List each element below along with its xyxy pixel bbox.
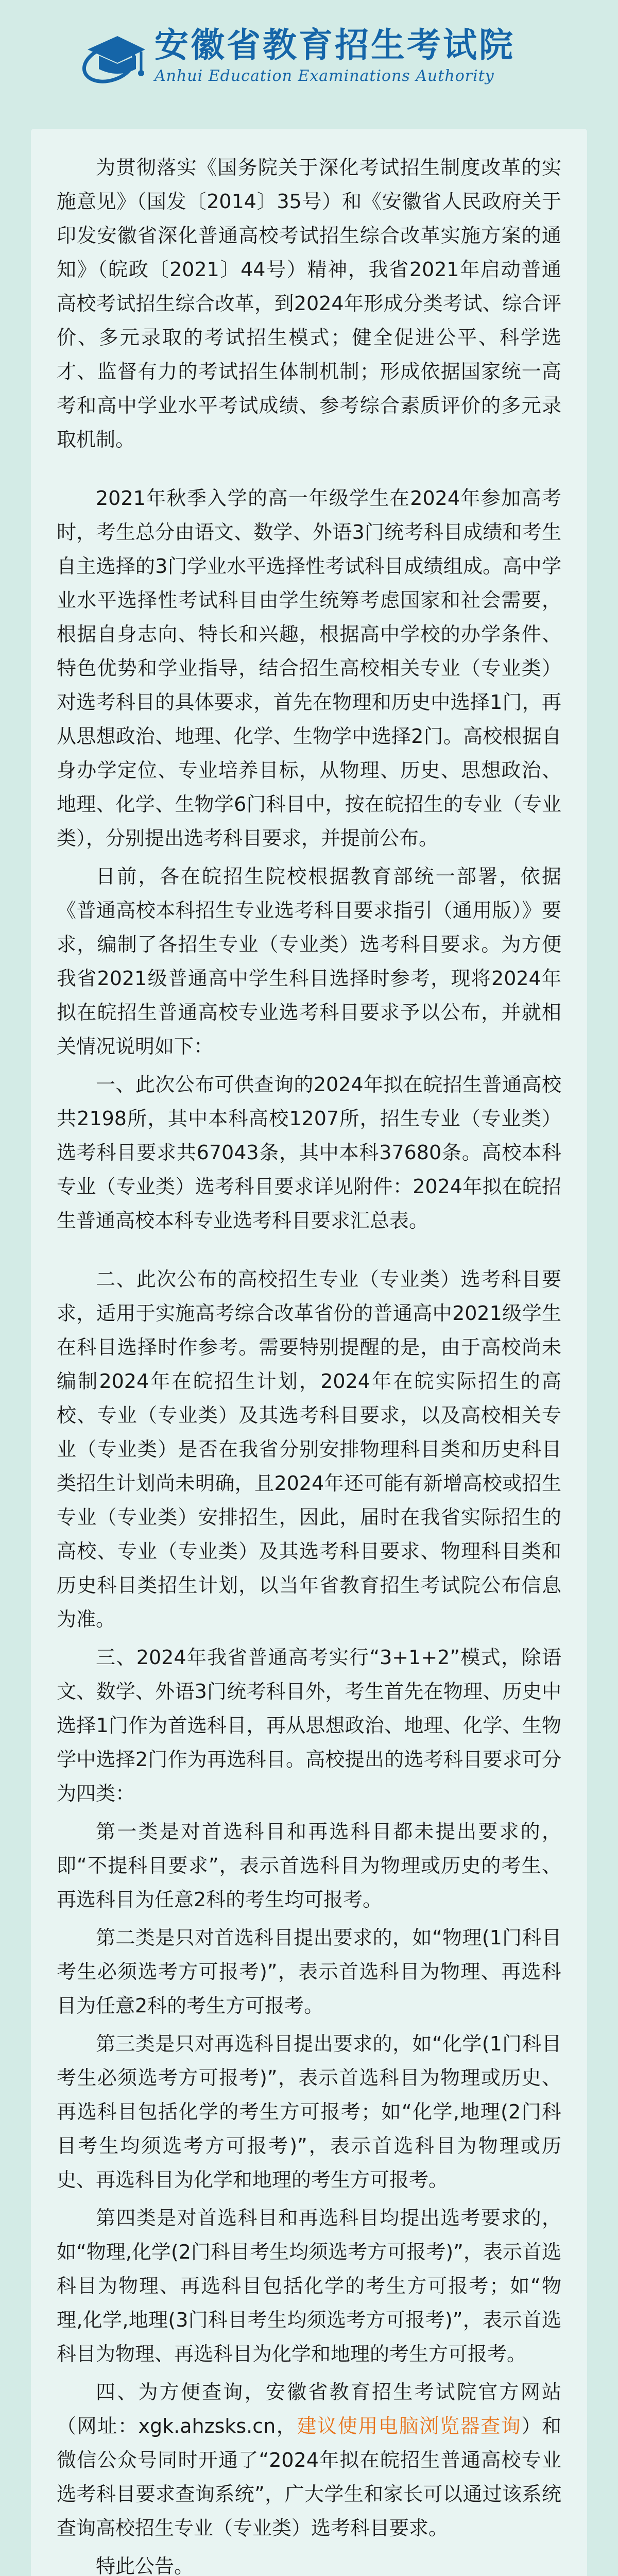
brand-block [154,25,515,85]
paragraph-spacer [57,1242,561,1262]
paragraph-type-4: 第四类是对首选科目和再选科目均提出选考要求的，如“物理,化学(2门科目考生均须选考方可报考)”，表示首选科目为物理、再选科目包括化学的考生方可报考；如“物理,化学,地理(3门科目考生均须选考方可报考)”，表示首选科目为物理、再选科目为化学和地理的考生方可报考。 [57,2207,561,2365]
paragraph-point-3: 三、2024年我省普通高考实行“3+1+2”模式，除语文、数学、外语3门统考科目外，考生首先在物理、历史中选择1门作为首选科目，再从思想政治、地理、化学、生物学中选择2门作为再选科目。高校提出的选考科目要求可分为四类： [57,1646,561,1805]
announcement-panel [31,129,587,2576]
paragraph-point-4 [57,2375,561,2545]
paragraph-point-2: 二、此次公布的高校招生专业（专业类）选考科目要求，适用于实施高考综合改革省份的普通高中2021级学生在科目选择时作参考。需要特别提醒的是，由于高校尚未编制2024年在皖招生计划，2024年在皖实际招生的高校、专业（专业类）及其选考科目要求，以及高校相关专业（专业类）是否在我省分别安排物理科目类和历史科目类招生计划尚未明确，且2024年还可能有新增高校或招生专业（专业类）安排招生，因此，届时在我省实际招生的高校、专业（专业类）及其选考科目要求、物理科目类和历史科目类招生计划，以当年省教育招生考试院公布信息为准。 [57,1268,561,1631]
brand-name-en: Anhui Education Examinations Authority [154,67,494,85]
paragraph-spacer [57,461,561,481]
paragraph-intro: 为贯彻落实《国务院关于深化考试招生制度改革的实施意见》（国发〔2014〕35号）和《安徽省人民政府关于印发安徽省深化普通高校考试招生综合改革实施方案的通知》（皖政〔2021〕44号）精神，我省2021年启动普通高校考试招生综合改革，到2024年形成分类考试、综合评价、多元录取的考试招生模式；健全促进公平、科学选才、监督有力的考试招生体制机制；形成依据国家统一高考和高中学业水平考试成绩、参考综合素质评价的多元录取机制。 [57,156,561,451]
paragraph-exam-subjects: 2021年秋季入学的高一年级学生在2024年参加高考时，考生总分由语文、数学、外语3门统考科目成绩和考生自主选择的3门学业水平选择性考试科目成绩组成。高中学业水平选择性考试科目由学生统筹考虑国家和社会需要，根据自身志向、特长和兴趣，根据高中学校的办学条件、特色优势和学业指导，结合招生高校相关专业（专业类）对选考科目的具体要求，首先在物理和历史中选择1门，再从思想政治、地理、化学、生物学中选择2门。高校根据自身办学定位、专业培养目标，从物理、历史、思想政治、地理、化学、生物学6门科目中，按在皖招生的专业（专业类），分别提出选考科目要求，并提前公布。 [57,487,561,850]
site-header [0,0,618,124]
paragraph-closing: 特此公告。 [96,2555,194,2576]
point-4-text-start: 四、为方便查询，安徽省教育招生考试院官方网站（网址：xgk.ahzsks.cn， [57,2381,561,2437]
paragraph-type-2: 第二类是只对首选科目提出要求的，如“物理(1门科目考生必须选考方可报考)”，表示首选科目为物理、再选科目为任意2科的考生方可报考。 [57,1926,561,2017]
paragraph-publication: 日前，各在皖招生院校根据教育部统一部署，依据《普通高校本科招生专业选考科目要求指引（通用版）》要求，编制了各招生专业（专业类）选考科目要求。为方便我省2021级普通高中学生科目选择时参考，现将2024年拟在皖招生普通高校专业选考科目要求予以公布，并就相关情况说明如下： [57,865,561,1058]
browser-query-link[interactable]: 建议使用电脑浏览器查询 [297,2415,522,2437]
paragraph-type-3: 第三类是只对再选科目提出要求的，如“化学(1门科目考生必须选考方可报考)”，表示首选科目为物理或历史、再选科目包括化学的考生方可报考；如“化学,地理(2门科目考生均须选考方可报考)”，表示首选科目为物理或历史、再选科目为化学和地理的考生方可报考。 [57,2032,561,2191]
paragraph-type-1: 第一类是对首选科目和再选科目都未提出要求的，即“不提科目要求”，表示首选科目为物理或历史的考生、再选科目为任意2科的考生均可报考。 [57,1820,561,1911]
brand-name-cn: 安徽省教育招生考试院 [154,25,515,65]
paragraph-point-1: 一、此次公布可供查询的2024年拟在皖招生普通高校共2198所，其中本科高校1207所，招生专业（专业类）选考科目要求共67043条，其中本科37680条。高校本科专业（专业类）选考科目要求详见附件：2024年拟在皖招生普通高校本科专业选考科目要求汇总表。 [57,1073,561,1232]
announcement-body [31,129,587,2576]
point-4-text-end: ）和微信公众号同时开通了“2024年拟在皖招生普通高校专业选考科目要求查询系统”，广大学生和家长可以通过该系统查询高校招生专业（专业类）选考科目要求。 [57,2415,561,2539]
graduation-cap-logo-icon [77,27,149,91]
